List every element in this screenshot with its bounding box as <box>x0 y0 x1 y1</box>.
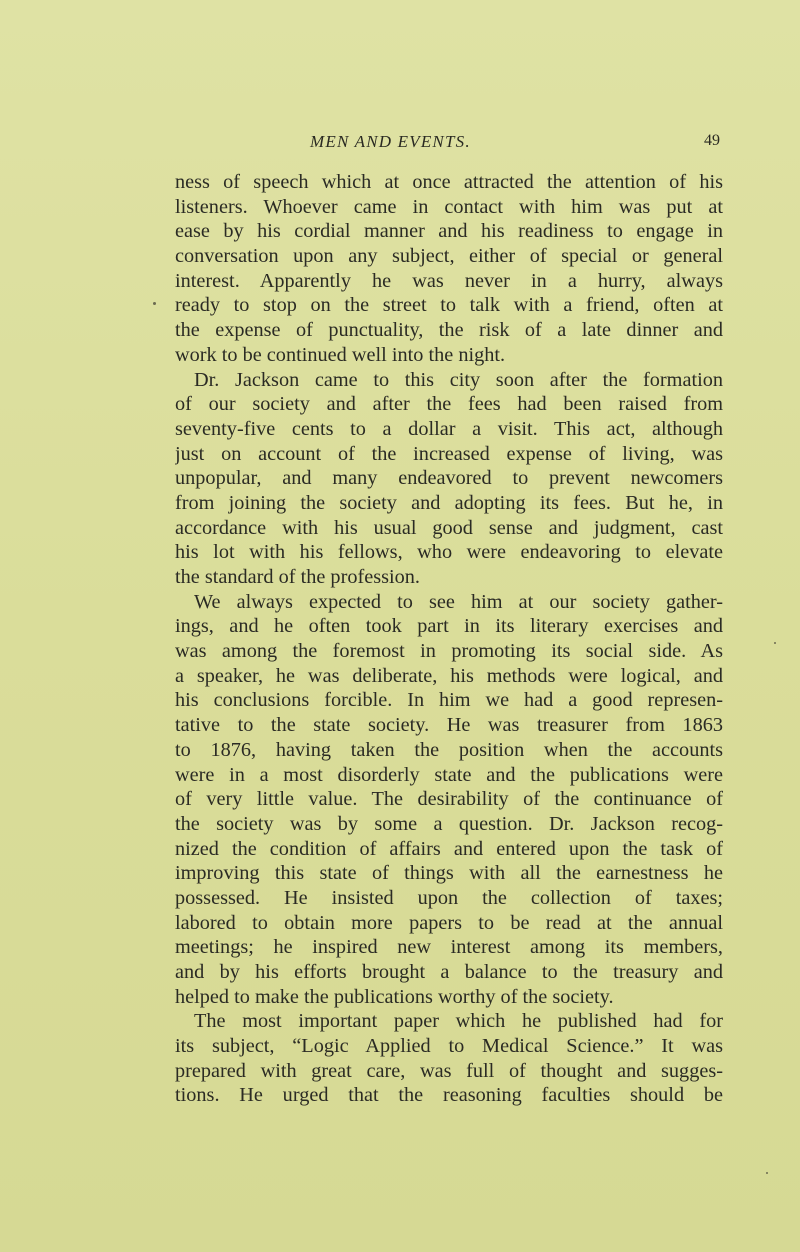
text-line: the standard of the profession. <box>175 566 420 588</box>
page-number: 49 <box>704 132 720 149</box>
paper-speck <box>153 302 156 305</box>
text-line: labored to obtain more papers to be read at the annual <box>175 911 723 934</box>
text-line: his lot with his fellows, who were endeavoring to elevate <box>175 541 723 564</box>
text-line: tative to the state society. He was treasurer from 1863 <box>175 714 723 737</box>
text-line: possessed. He insisted upon the collection of taxes; <box>175 886 723 909</box>
text-line: was among the foremost in promoting its social side. As <box>175 640 723 663</box>
text-line: interest. Apparently he was never in a hurry, always <box>175 269 723 292</box>
text-line: improving this state of things with all the earnestness he <box>175 862 723 885</box>
text-line: prepared with great care, was full of thought and sugges- <box>175 1059 723 1082</box>
text-line: helped to make the publications worthy of the society. <box>175 985 614 1008</box>
page-header <box>180 132 720 160</box>
text-line: its subject, “Logic Applied to Medical Science.” It was <box>175 1035 723 1058</box>
text-line: conversation upon any subject, either of special or general <box>175 245 723 268</box>
text-line: ready to stop on the street to talk with a friend, often at <box>175 294 723 317</box>
text-line: seventy-five cents to a dollar a visit. This act, although <box>175 417 723 440</box>
text-line: just on account of the increased expense of living, was <box>175 442 723 465</box>
text-line: work to be continued well into the night. <box>175 343 506 366</box>
text-line: ings, and he often took part in its literary exercises and <box>175 615 723 638</box>
text-line: listeners. Whoever came in contact with him was put at <box>175 195 723 218</box>
text-line: to 1876, having taken the position when the accounts <box>175 738 723 761</box>
text-line: of very little value. The desirability of the continuance of <box>175 788 723 811</box>
text-line: unpopular, and many endeavored to prevent newcomers <box>175 467 723 490</box>
text-line: the expense of punctuality, the risk of a late dinner and <box>175 319 723 342</box>
running-head: MEN AND EVENTS. <box>310 132 471 151</box>
text-line: a speaker, he was deliberate, his methods were logical, and <box>175 664 723 687</box>
text-line: The most important paper which he published had for <box>194 1010 723 1033</box>
text-line: ease by his cordial manner and his readiness to engage in <box>175 220 723 243</box>
body-text <box>175 170 723 1108</box>
paper-speck <box>766 1172 768 1174</box>
text-line: from joining the society and adopting its fees. But he, in <box>175 491 723 514</box>
text-line: and by his efforts brought a balance to the treasury and <box>175 961 723 983</box>
text-line: were in a most disorderly state and the publications were <box>175 763 723 786</box>
text-line: Dr. Jackson came to this city soon after the formation <box>194 368 723 391</box>
text-line: of our society and after the fees had been raised from <box>175 393 723 416</box>
text-line: meetings; he inspired new interest among its members, <box>175 936 723 959</box>
text-line: his conclusions forcible. In him we had a good represen- <box>175 689 723 712</box>
paper-speck <box>774 642 776 644</box>
text-line: We always expected to see him at our society gather- <box>194 590 723 613</box>
text-line: tions. He urged that the reasoning faculties should be <box>175 1084 723 1107</box>
text-line: nized the condition of affairs and entered upon the task of <box>175 837 723 860</box>
text-line: ness of speech which at once attracted the attention of his <box>175 171 723 193</box>
text-line: the society was by some a question. Dr. Jackson recog- <box>175 812 723 835</box>
text-line: accordance with his usual good sense and judgment, cast <box>175 516 723 539</box>
